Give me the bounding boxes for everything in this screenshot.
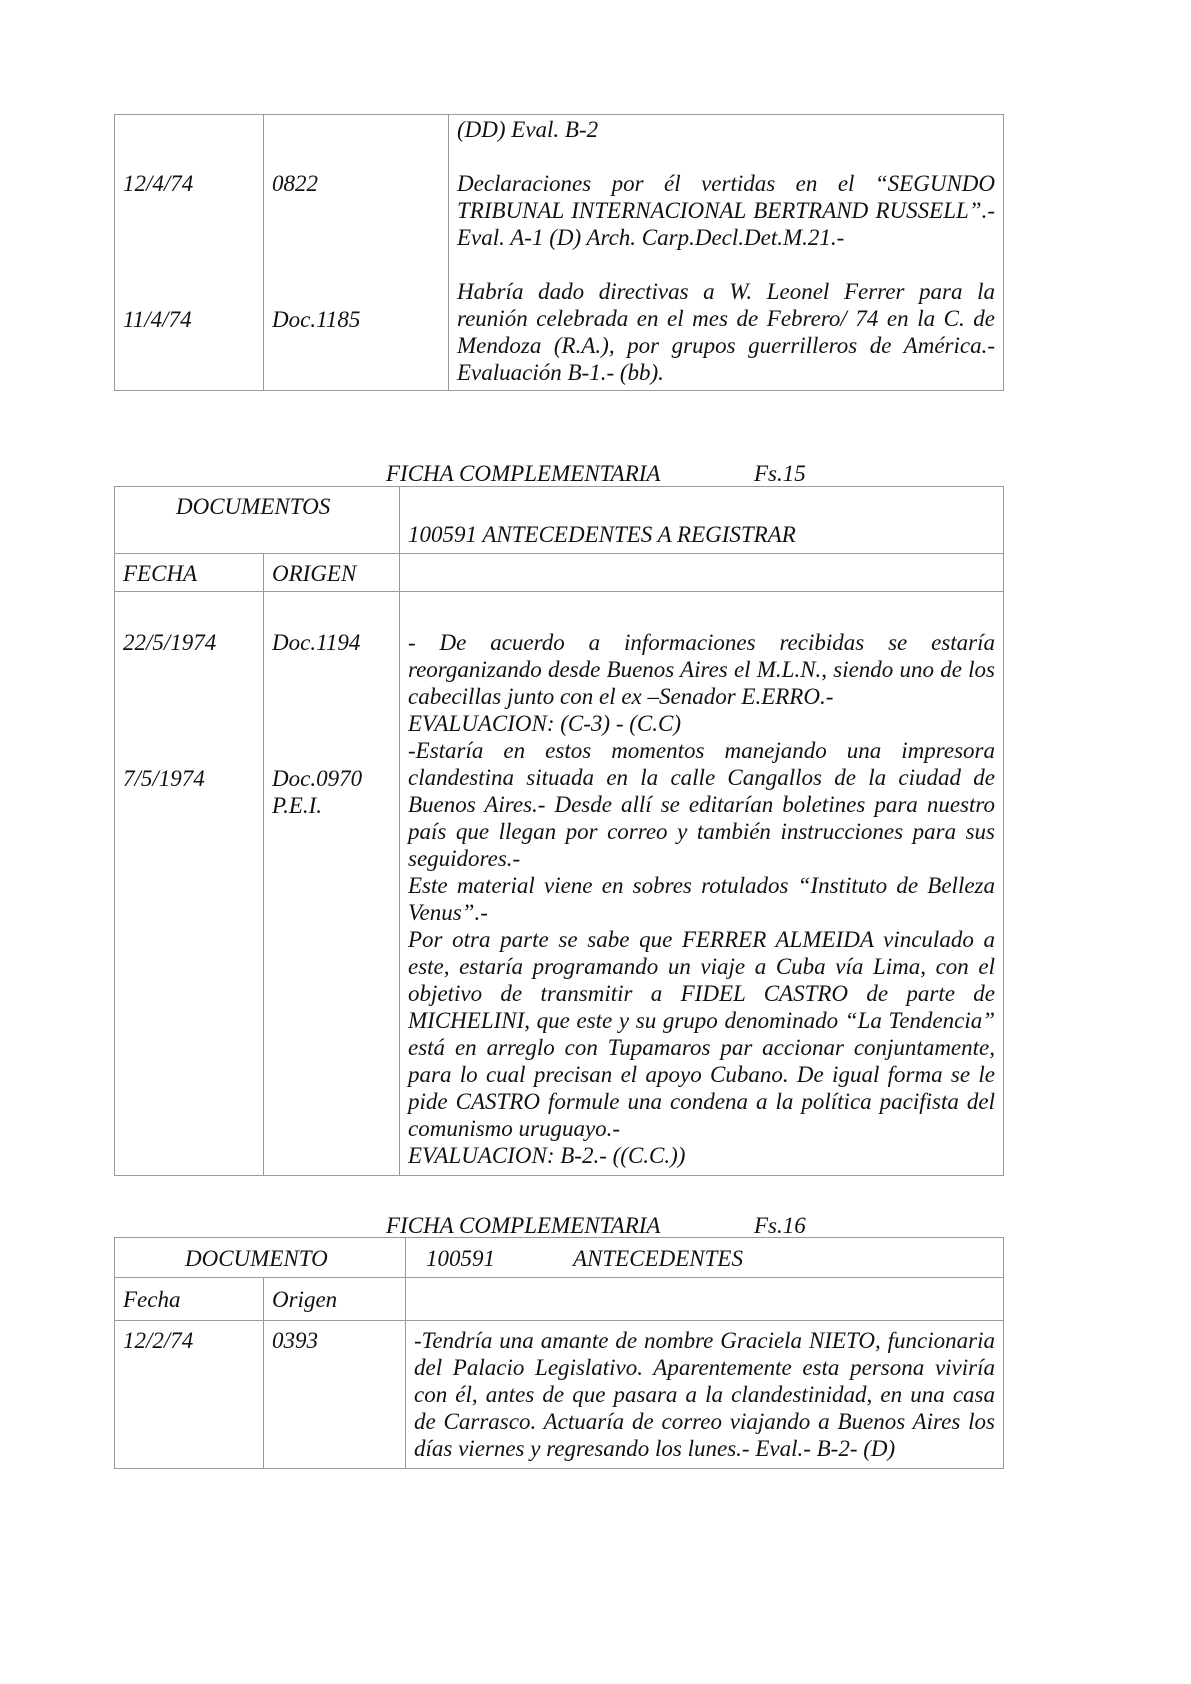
col-origen: ORIGEN [264, 554, 400, 592]
eval-line: (DD) Eval. B-2 [457, 117, 599, 142]
header-antecedentes: 100591 ANTECEDENTES A REGISTRAR [400, 487, 1004, 554]
fecha-cell: 12/4/74 [123, 171, 194, 196]
header-antecedentes [406, 1238, 1004, 1278]
column-header-row [115, 554, 1004, 592]
header-documentos: DOCUMENTOS [115, 487, 400, 554]
entry-text: Declaraciones por él vertidas en el “SEGUNDO TRIBUNAL INTERNACIONAL BERTRAND RUSSELL”.- Eval. A-1 (D) Arch. Carp.Decl.Det.M.21.- [457, 171, 995, 250]
origen-column [264, 592, 400, 1176]
fecha-column [115, 592, 264, 1176]
ficha-table-fs16 [114, 1237, 1004, 1469]
evaluation-text: EVALUACION: (C-3) - (C.C) [408, 711, 681, 736]
table-row [115, 592, 1004, 1176]
origen-cell: Doc.1185 [272, 307, 361, 332]
evaluation-text: EVALUACION: B-2.- ((C.C.)) [408, 1143, 686, 1168]
text-column [400, 592, 1004, 1176]
header-title: ANTECEDENTES [573, 1246, 743, 1271]
ficha-table-fs15 [114, 486, 1004, 1176]
entry-text: Este material viene en sobres rotulados “Instituto de Belleza Venus”.- [408, 873, 995, 925]
fecha-cell: 7/5/1974 [123, 766, 205, 791]
table-row [115, 115, 1004, 391]
fecha-cell: 12/2/74 [115, 1321, 264, 1469]
origen-column [264, 115, 449, 391]
folio-number: Fs.16 [754, 1213, 806, 1238]
table-header-row [115, 1238, 1004, 1278]
col-fecha: FECHA [115, 554, 264, 592]
origen-cell: 0822 [272, 171, 318, 196]
continuation-table [114, 114, 1004, 391]
origen-cell: Doc.0970 [272, 766, 363, 791]
text-column [449, 115, 1004, 391]
fecha-column [115, 115, 264, 391]
origen-cell: P.E.I. [272, 793, 323, 818]
caption-fs15 [386, 460, 906, 487]
entry-text: Habría dado directivas a W. Leonel Ferrer para la reunión celebrada en el mes de Febrero/ 74 en la C. de Mendoza (R.A.), por grupos guerrilleros de América.- Evaluación B-1.- (bb). [457, 279, 995, 385]
caption-fs16 [386, 1212, 906, 1239]
origen-cell: 0393 [264, 1321, 406, 1469]
origen-cell: Doc.1194 [272, 630, 361, 655]
col-fecha: Fecha [115, 1278, 264, 1321]
column-header-row [115, 1278, 1004, 1321]
entry-text: - De acuerdo a informaciones recibidas se estaría reorganizando desde Buenos Aires el M.L.N., siendo uno de los cabecillas junto con el ex –Senador E.ERRO.- [408, 630, 995, 709]
fecha-cell: 11/4/74 [123, 307, 192, 332]
table-row [115, 1321, 1004, 1469]
entry-text: -Tendría una amante de nombre Graciela NIETO, funcionaria del Palacio Legislativo. Aparentemente esta persona viviría con él, antes de que pasara a la clandestinidad, en una casa de Carrasco. Actuaría de correo viajando a Buenos Aires los días viernes y regresando los lunes.- Eval.- B-2- (D) [406, 1321, 1004, 1469]
header-documento: DOCUMENTO [115, 1238, 406, 1278]
folio-number: Fs.15 [754, 461, 806, 486]
table-header-row [115, 487, 1004, 554]
caption-title: FICHA COMPLEMENTARIA [386, 461, 661, 486]
header-number: 100591 [426, 1246, 495, 1271]
entry-text: -Estaría en estos momentos manejando una impresora clandestina situada en la calle Cangallos de la ciudad de Buenos Aires.- Desde allí se editarían boletines para nuestro país que llegan por correo y también instrucciones para sus seguidores.- [408, 738, 995, 871]
fecha-cell: 22/5/1974 [123, 630, 217, 655]
col-origen: Origen [264, 1278, 406, 1321]
caption-title: FICHA COMPLEMENTARIA [386, 1213, 661, 1238]
entry-text: Por otra parte se sabe que FERRER ALMEIDA vinculado a este, estaría programando un viaje a Cuba vía Lima, con el objetivo de transmitir a FIDEL CASTRO de parte de MICHELINI, que este y su grupo denominado “La Tendencia” está en arreglo con Tupamaros par accionar conjuntamente, para lo cual precisan el apoyo Cubano. De igual forma se le pide CASTRO formule una condena a la política pacifista del comunismo uruguayo.- [408, 927, 995, 1141]
